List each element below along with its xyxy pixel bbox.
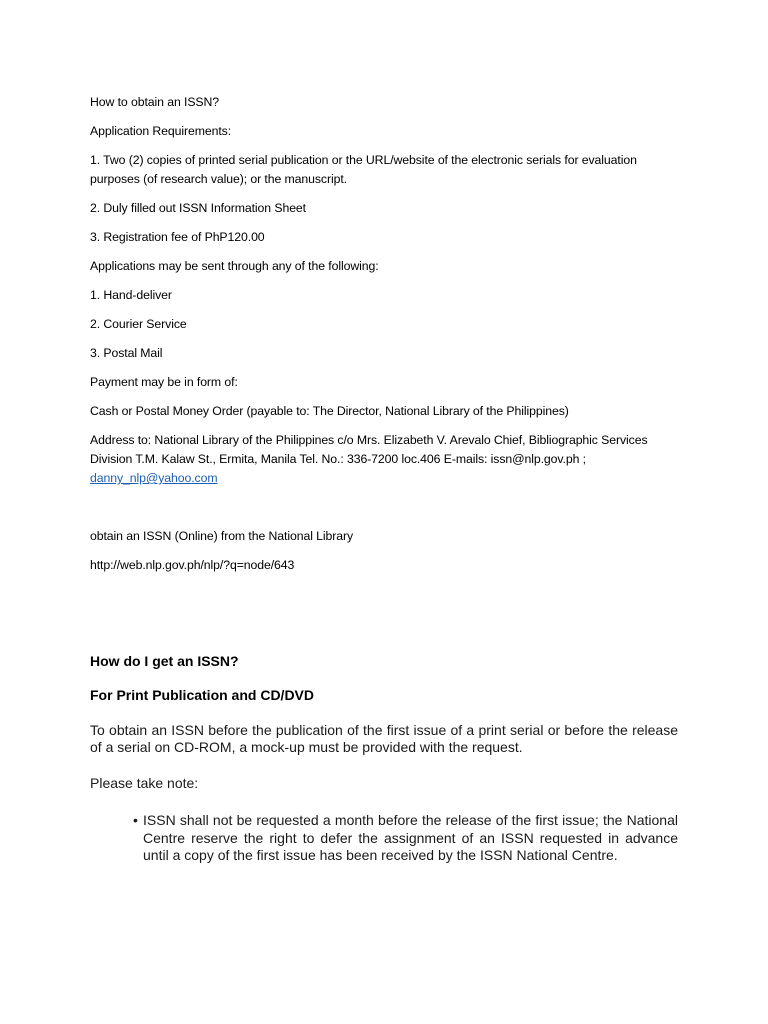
online-url: http://web.nlp.gov.ph/nlp/?q=node/643 — [90, 558, 295, 572]
requirement-item-2: 2. Duly filled out ISSN Information Sheet — [90, 201, 306, 215]
online-text: obtain an ISSN (Online) from the National Library — [90, 529, 354, 543]
requirement-item-1: 1. Two (2) copies of printed serial publication or the URL/website of the electronic serials for evaluation purposes (of research value); or the manuscript. — [90, 153, 637, 186]
note-label: Please take note: — [90, 775, 199, 791]
send-method-1: 1. Hand-deliver — [90, 288, 172, 302]
send-methods-heading: Applications may be sent through any of the following: — [90, 259, 379, 273]
question-title: How to obtain an ISSN? — [90, 95, 220, 109]
print-subheading: For Print Publication and CD/DVD — [90, 687, 315, 703]
address-text: Address to: National Library of the Philippines c/o Mrs. Elizabeth V. Arevalo Chief, Bibliographic Services Division T.M. Kalaw St., Ermita, Manila Tel. No.: 336-7200 loc.406 E-mails: issn@nlp.gov.ph ; — [90, 433, 648, 466]
payment-text: Cash or Postal Money Order (payable to: The Director, National Library of the Philippines) — [90, 404, 569, 418]
email-link[interactable]: danny_nlp@yahoo.com — [90, 471, 218, 485]
requirements-heading: Application Requirements: — [90, 124, 232, 138]
section-heading: How do I get an ISSN? — [90, 653, 239, 669]
send-method-3: 3. Postal Mail — [90, 346, 163, 360]
requirement-item-3: 3. Registration fee of PhP120.00 — [90, 230, 265, 244]
bullet-text: ISSN shall not be requested a month before the release of the first issue; the National Centre reserve the right to defer the assignment of an ISSN requested in advance until a copy of the first issue has been received by the ISSN National Centre. — [143, 812, 678, 863]
payment-heading: Payment may be in form of: — [90, 375, 238, 389]
print-paragraph: To obtain an ISSN before the publication of the first issue of a print serial or before the release of a serial on CD-ROM, a mock-up must be provided with the request. — [90, 722, 678, 755]
bullet-item — [133, 812, 678, 865]
send-method-2: 2. Courier Service — [90, 317, 187, 331]
bullet-marker: • — [133, 812, 138, 828]
address-paragraph — [90, 431, 680, 488]
